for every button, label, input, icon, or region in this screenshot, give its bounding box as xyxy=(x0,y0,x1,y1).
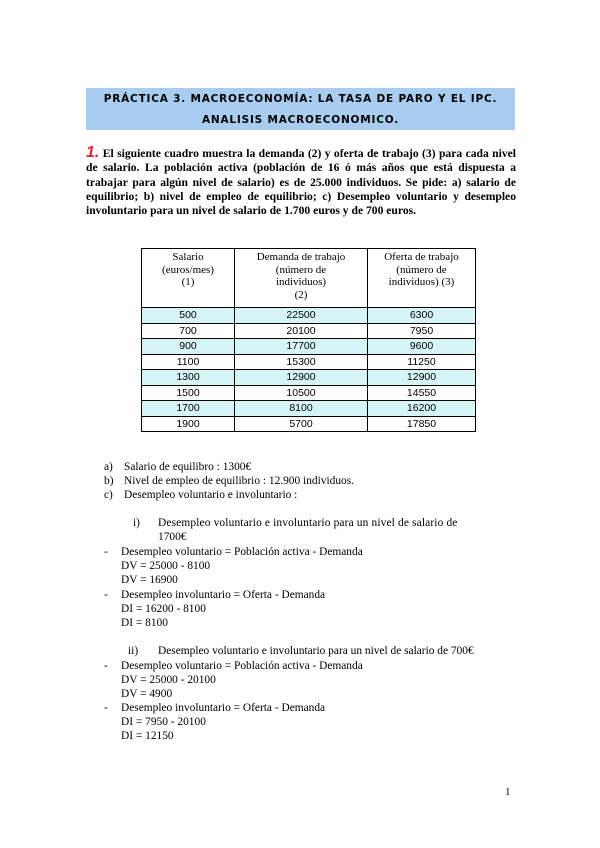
header-demanda: Demanda de trabajo (número de individuos) (2) xyxy=(235,249,368,308)
table-row: 700 20100 7950 xyxy=(142,323,476,339)
i-dv-title: Desempleo voluntario = Población activa - Demanda xyxy=(121,546,363,558)
ii-dv-line-1: DV = 25000 - 20100 xyxy=(121,674,216,686)
header-oferta: Oferta de trabajo (número de individuos) (3) xyxy=(368,249,476,308)
labor-market-table xyxy=(141,248,476,432)
dash: - xyxy=(104,589,108,601)
answer-c-text: Desempleo voluntario e involuntario : xyxy=(124,489,298,501)
sub-i-text: Desempleo voluntario e involuntario para un nivel de salario de 1700€ xyxy=(158,517,458,544)
table-row: 900 17700 9600 xyxy=(142,339,476,355)
table-row: 1700 8100 16200 xyxy=(142,401,476,417)
table-row: 1100 15300 11250 xyxy=(142,354,476,370)
ii-di-line-2: DI = 12150 xyxy=(121,730,174,742)
title-line-2: ANALISIS MACROECONOMICO. xyxy=(201,114,400,126)
answer-a-label: a) xyxy=(104,461,113,473)
i-di-line-1: DI = 16200 - 8100 xyxy=(121,603,206,615)
answer-b-text: Nivel de empleo de equilibrio : 12.900 individuos. xyxy=(124,475,354,487)
i-dv-line-2: DV = 16900 xyxy=(121,574,178,586)
answer-c xyxy=(104,488,297,502)
table-header-row xyxy=(142,249,476,308)
dash: - xyxy=(104,546,108,558)
answer-a xyxy=(104,460,251,474)
i-di-line-2: DI = 8100 xyxy=(121,617,168,629)
answer-c-label: c) xyxy=(104,489,113,501)
problem-number: 1. xyxy=(86,144,100,161)
sub-ii-text: Desempleo voluntario e involuntario para un nivel de salario de 700€ xyxy=(158,645,474,657)
table-row: 1500 10500 14550 xyxy=(142,385,476,401)
dash: - xyxy=(104,702,108,714)
header-salario: Salario (euros/mes) (1) xyxy=(142,249,235,308)
problem-text: El siguiente cuadro muestra la demanda (2) y oferta de trabajo (3) para cada nivel de salario. La población activa (población de 16 ó más años que está dispuesta a trabajar para algún nivel de salario) es de 25.000 individuos. Se pide: a) salario de equilibrio; b) nivel de empleo de equilibrio; c) Desempleo voluntario y desempleo involuntario para un nivel de salario de 1.700 euros y de 700 euros. xyxy=(86,147,516,218)
i-dv-line-1: DV = 25000 - 8100 xyxy=(121,560,211,572)
table-row: 500 22500 6300 xyxy=(142,308,476,324)
page-number: 1 xyxy=(505,786,511,798)
ii-dv-title: Desempleo voluntario = Población activa - Demanda xyxy=(121,660,363,672)
table-row: 1300 12900 12900 xyxy=(142,370,476,386)
dash: - xyxy=(104,660,108,672)
title-banner xyxy=(86,88,515,130)
answer-b xyxy=(104,474,354,488)
ii-di-line-1: DI = 7950 - 20100 xyxy=(121,716,206,728)
problem-statement xyxy=(86,146,516,218)
sub-ii-label: ii) xyxy=(128,645,139,657)
answer-b-label: b) xyxy=(104,475,114,487)
answer-a-text: Salario de equilibro : 1300€ xyxy=(124,461,252,473)
title-line-1: PRÁCTICA 3. MACROECONOMÍA: LA TASA DE PARO Y EL IPC. xyxy=(103,93,498,105)
i-di-title: Desempleo involuntario = Oferta - Demanda xyxy=(121,589,326,601)
sub-i-label: i) xyxy=(133,517,140,529)
ii-di-title: Desempleo involuntario = Oferta - Demanda xyxy=(121,702,326,714)
ii-dv-line-2: DV = 4900 xyxy=(121,688,173,700)
table-row: 1900 5700 17850 xyxy=(142,416,476,432)
